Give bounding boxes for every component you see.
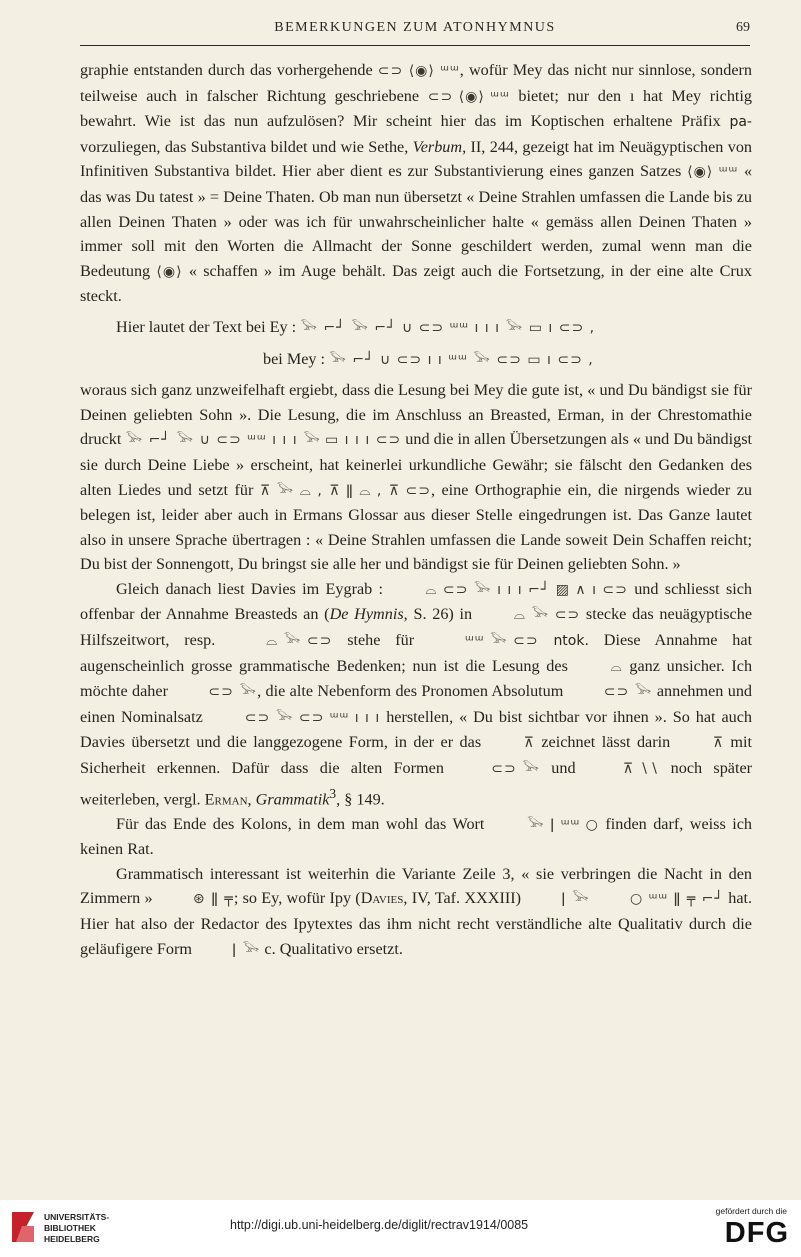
text-run: hat Mey richtig bewahrt. Wie ist das nun aufzulösen? Mir scheint hier das im Koptischen erhaltene Präfix xyxy=(80,86,753,131)
hieroglyph-group-icon: ᵚᵚ 𓅨 ⊂⊃ xyxy=(464,633,539,650)
hieroglyph-icon: ⌓ xyxy=(610,658,623,675)
text-run: vorzuliegen, das Substantiva bildet und wie Sethe, xyxy=(80,137,409,156)
hieroglyph-group-icon: ⌓ 𓅨 ⊂⊃ xyxy=(266,633,333,650)
hieroglyph-group-icon: ⊼ ⊂⊃ xyxy=(388,482,431,499)
text-run: , wofür Mey das nicht nur sinnlose, sondern teilweise auch in falscher Richtung geschriebene xyxy=(80,61,752,105)
hieroglyph-group-icon: ⊂⊃ ⟨◉⟩ ᵚᵚ xyxy=(427,88,510,105)
hieroglyph-group-icon: ⊼ ǁ ⌓ , xyxy=(329,482,383,499)
hieroglyph-group-icon: ⟨◉⟩ ᵚᵚ xyxy=(687,164,739,181)
text-run: Gleich danach liest Davies im Eygrab : xyxy=(116,579,384,598)
hieroglyph-group-icon: ǀ 𓅨 xyxy=(561,891,590,908)
author-name: Davies, xyxy=(360,889,408,908)
text-run: Für das Ende des Kolons, in dem man wohl das Wort xyxy=(116,814,485,833)
hieroglyph-group-icon: ǀ 𓅨 xyxy=(231,941,261,958)
text-run: c. Qualitativo ersetzt. xyxy=(264,939,403,958)
library-logo-icon xyxy=(8,1208,38,1246)
text-run: mit Sicherheit erkennen. Dafür dass die alten Formen xyxy=(80,733,752,778)
hieroglyph-group-icon: 𓅨 ⌐┘ 𓅨 ⌐┘ ∪ ⊂⊃ ᵚᵚ ı ı ı 𓅨 ▭ ı ⊂⊃ , xyxy=(300,319,596,336)
hieroglyph-group-icon: ⊼ 𓅨 ⌓ , xyxy=(259,482,323,499)
text-run: bietet; nur den xyxy=(518,86,622,105)
hieroglyph-icon: ⊼ ∖∖ xyxy=(622,761,660,778)
coptic-prefix: pa- xyxy=(729,114,752,131)
text-run: stecke das neuägyptische Hilfszeitwort, resp. xyxy=(80,605,753,650)
text-run: woraus sich ganz unzweifelhaft ergiebt, dass die Lesung bei Mey die gute ist, « und Du bändigst sie für Deinen geliebten Sohn ». Die Lesung, die im Anschluss an Breasted, Erman, in der Chrestomathie druckt xyxy=(80,381,752,449)
text-run: ı xyxy=(629,86,635,105)
hieroglyph-group-icon: ▭ ı ı ı ⊂⊃ xyxy=(325,432,402,449)
hieroglyph-group-icon: ⌓ ⊂⊃ 𓅨 ı ı ı ⌐┘ ▨ ∧ ı ⊂⊃ xyxy=(425,581,628,598)
text-run: annehmen und einen Nominalsatz xyxy=(80,682,753,726)
text-run: herstellen, « Du bist sichtbar vor ihnen ». So hat auch Davies übersetzt und die langgezogene Form, in der er das xyxy=(80,707,753,752)
text-run: hat. Hier hat also der Redactor des Ipytextes das ihm nicht recht verständliche alte Qualitativ durch die geläufigere Form xyxy=(80,889,753,958)
text-run: Diese Annahme hat augenscheinlich grosse grammatische Bedenken; nun ist die Lesung des xyxy=(80,631,753,675)
hieroglyph-group-icon: ⌓ 𓅨 ⊂⊃ xyxy=(513,607,581,624)
text-run: noch später weiterleben, vergl. xyxy=(80,759,753,809)
text-run: ganz unsicher. Ich möchte daher xyxy=(80,656,753,701)
hieroglyph-line-mey xyxy=(80,347,752,373)
hieroglyph-group-icon: ⊼ xyxy=(712,735,724,752)
text-run: S. 26) in xyxy=(413,605,473,624)
citation-title: De Hymnis, xyxy=(329,605,408,624)
page-number: 69 xyxy=(736,20,750,35)
hieroglyph-group-icon: 𓅨 ǀ ᵚᵚ ○ xyxy=(526,816,599,833)
author-name: Erman, xyxy=(204,790,252,809)
text-run: finden darf, weiss ich keinen Rat. xyxy=(80,814,753,859)
text-run: stehe für xyxy=(347,631,415,650)
text-run: und xyxy=(551,759,576,778)
library-name: UNIVERSITÄTS- BIBLIOTHEK HEIDELBERG xyxy=(44,1212,110,1244)
citation-title: Grammatik xyxy=(255,790,330,809)
paragraph-5 xyxy=(80,862,752,962)
hieroglyph-group-icon: ⟨◉⟩ xyxy=(156,263,183,280)
source-url-link[interactable]: http://digi.ub.uni-heidelberg.de/diglit/rectrav1914/0085 xyxy=(230,1218,529,1232)
running-title: BEMERKUNGEN ZUM ATONHYMNUS xyxy=(274,20,556,35)
text-run: , § 149. xyxy=(336,790,385,809)
footer-bar xyxy=(0,1200,801,1257)
line-label: Hier lautet der Text bei Ey : xyxy=(116,317,297,336)
text-run: IV, Taf. XXXIII) xyxy=(411,889,522,908)
coptic-word: ntok. xyxy=(553,633,589,650)
text-run: und schliesst sich offenbar der Annahme Breasteds an ( xyxy=(80,579,753,624)
funding-note: gefördert durch die xyxy=(715,1206,787,1216)
hieroglyph-group-icon: ⊂⊃ 𓅨 ⊂⊃ ᵚᵚ ı ı ı xyxy=(244,709,381,726)
text-run: , eine Orthographie ein, die nirgends wieder zu belegen ist, leider aber auch in Ermans Glossar aus dieser Stelle eingedrungen ist. Das Ganze lautet also in unsere Sprache übertragen : « Deine Strahlen umfassen die Lande soweit Dein Schaffen reicht; Du bist der Sonnengott, Du bringst sie alle her und bändigst sie für Deinen geliebten Sohn. » xyxy=(80,480,752,574)
dfg-logo: DFG xyxy=(724,1217,789,1249)
line-label: bei Mey : xyxy=(263,349,326,368)
paragraph-1 xyxy=(80,58,752,309)
text-run: und die in allen Übersetzungen als « und Du bändigst sie durch Deine Liebe » erscheint, hat keinerlei urkundliche Gewähr; sie fälscht den Gedanken des alten Liedes und setzt für xyxy=(80,430,753,499)
running-header xyxy=(80,20,750,42)
article-body xyxy=(80,58,752,962)
hieroglyph-group-icon: ○ ᵚᵚ ǁ ╤ ⌐┘ xyxy=(629,891,724,908)
text-run: , die alte Nebenform des Pronomen Absolutum xyxy=(257,682,564,701)
paragraph-4 xyxy=(80,812,752,862)
paragraph-3 xyxy=(80,577,752,812)
text-run: « schaffen » im Auge behält. Das zeigt auch die Fortsetzung, in der eine alte Crux steckt. xyxy=(80,261,752,306)
hieroglyph-icon: ⊂⊃ 𓅨 xyxy=(603,684,653,701)
citation-title: Verbum, xyxy=(412,137,467,156)
text-run: II, 244, gezeigt hat im Neuägyptischen von Infinitiven Substantiva bildet. Hier aber dient es zur Substantivierung eines ganzen Satzes xyxy=(80,137,753,181)
hieroglyph-group-icon: ⊛ ǁ ╤ xyxy=(192,891,234,908)
text-run: Grammatisch interessant ist weiterhin die Variante Zeile 3, « sie verbringen die Nacht in den Zimmern » xyxy=(80,864,752,908)
paragraph-2 xyxy=(80,378,752,577)
hieroglyph-group-icon: ⊂⊃ 𓅨 xyxy=(208,684,258,701)
hieroglyph-line-ey xyxy=(80,315,752,341)
text-run: « das was Du tatest » = Deine Thaten. Ob man nun übersetzt « Deine Strahlen umfassen die Lande bis zu allen Deinen Thaten » oder was ich für unwahrscheinlicher halte « gemäss allen Deinen Thaten » immer soll mit den Worten die Allmacht der Sonne geschildert werden, zumal wenn man die Bedeutung xyxy=(80,162,753,280)
hieroglyph-group-icon: 𓅨 ⌐┘ ∪ ⊂⊃ ı ı ᵚᵚ 𓅨 ⊂⊃ ▭ ı ⊂⊃ , xyxy=(329,351,594,368)
header-rule xyxy=(80,45,750,46)
text-run: graphie entstanden durch das vorhergehende xyxy=(80,61,373,79)
text-run: ; so Ey, wofür Ipy ( xyxy=(233,889,361,908)
hieroglyph-group-icon: ⊂⊃ 𓅨 xyxy=(491,761,540,778)
edition-superscript: 3 xyxy=(329,785,337,801)
text-run: zeichnet lässt darin xyxy=(541,733,671,752)
hieroglyph-icon: ⊼ xyxy=(523,735,535,752)
hieroglyph-group-icon: 𓅨 ⌐┘ 𓅨 ∪ ⊂⊃ ᵚᵚ ı ı ı 𓅨 xyxy=(125,432,321,449)
hieroglyph-group-icon: ⊂⊃ ⟨◉⟩ ᵚᵚ xyxy=(377,63,460,79)
